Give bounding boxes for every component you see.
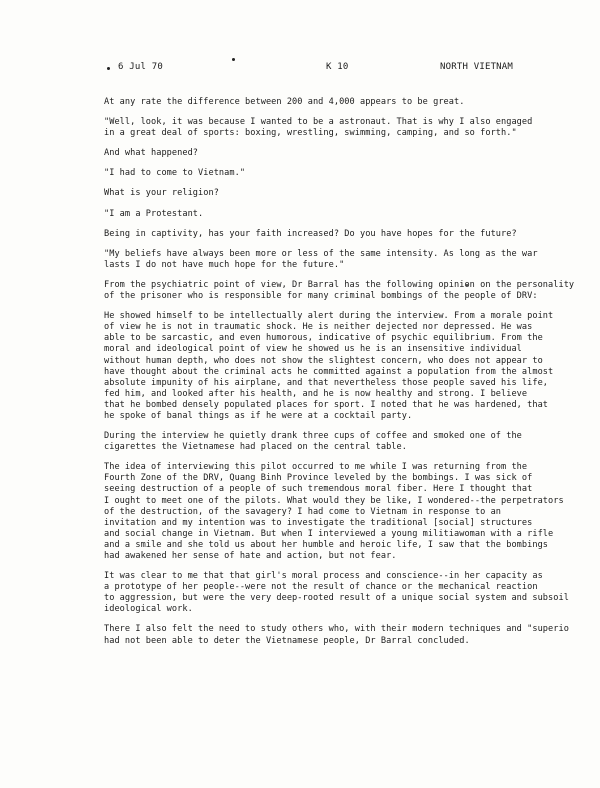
paragraph: "Well, look, it was because I wanted to be a astronaut. That is why I also engaged in a great deal of sports: boxing, wrestling, swimming, camping, and so forth." <box>104 117 533 139</box>
paragraph: During the interview he quietly drank three cups of coffee and smoked one of the cigarettes the Vietnamese had placed on the central table. <box>104 431 522 453</box>
paragraph: He showed himself to be intellectually alert during the interview. From a morale point of view he is not in traumatic shock. He is neither dejected nor depressed. He was able to be sarcastic, and even humorous, indicative of psychic equilibrium. From the moral and ideological point of view he showed us he is an insensitive individual without human depth, who does not show the slightest concern, who does not appear to have thought about the criminal acts he committed against a population from the almost absolute impunity of his airplane, and that nevertheless those people saved his life, fed him, and looked after his health, and he is now healthy and strong. I believe that he bombed densely populated places for sport. I noted that he was hardened, that he spoke of banal things as if he were at a cocktail party. <box>104 311 554 421</box>
paragraph: "I am a Protestant. <box>104 208 204 219</box>
header-code: K 10 <box>326 62 349 72</box>
scan-speck <box>107 67 110 70</box>
header-date: 6 Jul 70 <box>118 62 163 72</box>
document-body <box>104 97 596 656</box>
paragraph: And what happened? <box>104 148 199 159</box>
paragraph: At any rate the difference between 200 and 4,000 appears to be great. <box>104 97 465 107</box>
paragraph: There I also felt the need to study others who, with their modern techniques and "superio had not been able to deter the Vietnamese people, Dr Barral concluded. <box>104 624 569 646</box>
paragraph: Being in captivity, has your faith increased? Do you have hopes for the future? <box>104 228 517 239</box>
paragraph: The idea of interviewing this pilot occurred to me while I was returning from the Fourth Zone of the DRV, Quang Binh Province leveled by the bombings. I was sick of seeing destruction of a people of such tremendous moral fiber. Here I thought that I ought to meet one of the pilots. What would they be like, I wondered--the perpetrators of the destruction, of the savagery? I had come to Vietnam in response to an invitation and my intention was to investigate the traditional [social] structures and social change in Vietnam. But when I interviewed a young militiawoman with a rifle and a smile and she told us about her humble and heroic life, I saw that the bombings had awakened her sense of hate and action, but not fear. <box>104 462 564 561</box>
paragraph: It was clear to me that that girl's moral process and conscience--in her capacity as a prototype of her people--were not the result of chance or the mechanical reaction to aggression, but were the very deep-rooted result of a unique social system and subsoil ideological work. <box>104 571 569 615</box>
scan-speck <box>232 58 235 61</box>
paragraph: "My beliefs have always been more or less of the same intensity. As long as the war lasts I do not have much hope for the future." <box>104 248 538 270</box>
paragraph: What is your religion? <box>104 188 219 199</box>
header-title: NORTH VIETNAM <box>440 62 514 72</box>
paragraph: From the psychiatric point of view, Dr Barral has the following opinion on the personality of the prisoner who is responsible for many criminal bombings of the people of DRV: <box>104 279 575 302</box>
paragraph: "I had to come to Vietnam." <box>104 168 246 179</box>
